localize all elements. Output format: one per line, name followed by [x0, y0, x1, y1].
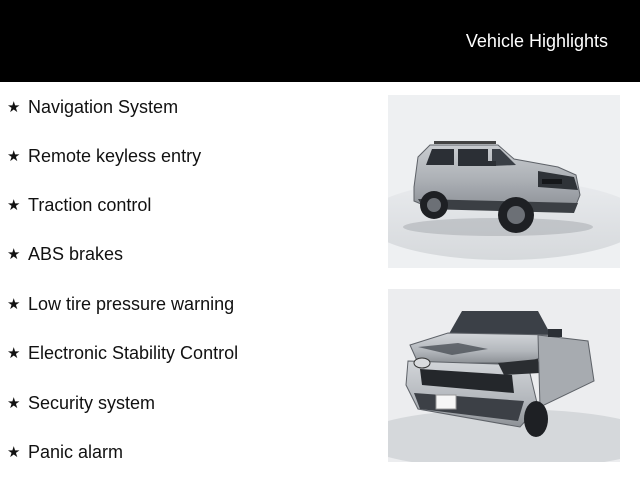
- feature-label: Low tire pressure warning: [28, 294, 235, 314]
- feature-label: Electronic Stability Control: [28, 343, 239, 363]
- star-icon: ★: [7, 295, 21, 313]
- vehicle-photo-side: [388, 95, 620, 268]
- feature-label: Remote keyless entry: [28, 146, 202, 166]
- star-icon: ★: [7, 196, 21, 214]
- star-icon: ★: [7, 147, 21, 165]
- page-title: Vehicle Highlights: [465, 31, 608, 51]
- vehicle-photo-front: [388, 289, 620, 462]
- feature-label: Traction control: [28, 195, 152, 215]
- feature-label: Panic alarm: [28, 442, 124, 462]
- suv-side-illustration: [388, 95, 620, 268]
- star-icon: ★: [7, 245, 21, 263]
- star-icon: ★: [7, 344, 21, 362]
- feature-label: Security system: [28, 393, 156, 413]
- suv-front-illustration: [388, 289, 620, 462]
- star-icon: ★: [7, 394, 21, 412]
- star-icon: ★: [7, 443, 21, 461]
- feature-label: ABS brakes: [28, 244, 124, 264]
- header-bar: [0, 0, 640, 82]
- feature-label: Navigation System: [28, 97, 179, 117]
- star-icon: ★: [7, 98, 21, 116]
